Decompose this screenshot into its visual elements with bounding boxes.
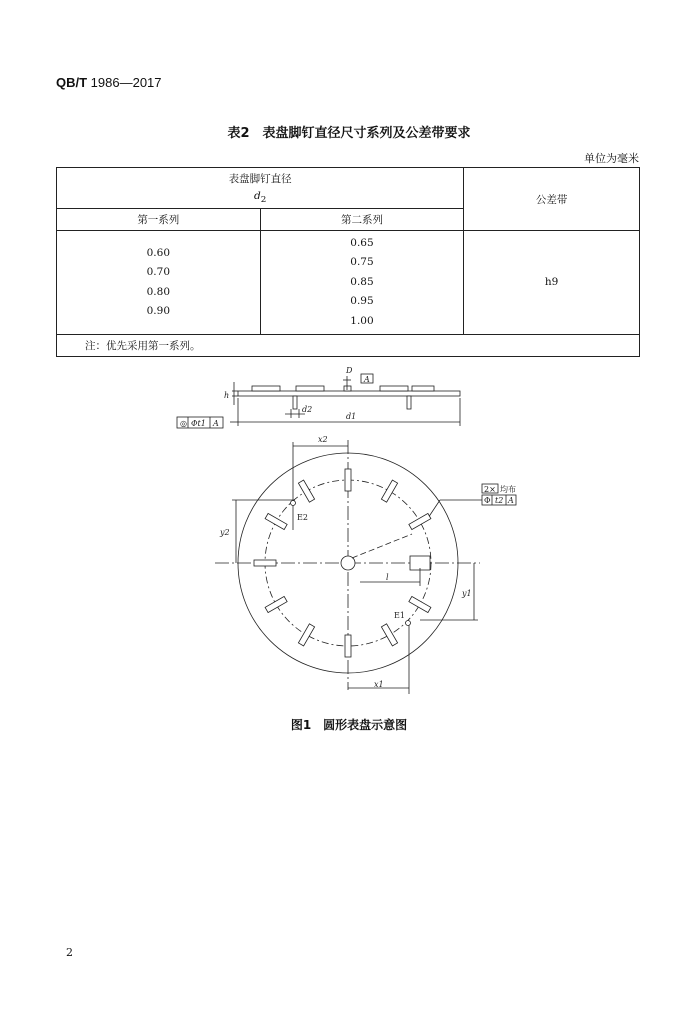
- position-symbol: Φ: [484, 496, 491, 505]
- label-l: l: [386, 573, 389, 582]
- front-view: [215, 440, 516, 694]
- label-x2: x2: [318, 435, 328, 444]
- hour-marker: [345, 469, 351, 491]
- label-d-top: D: [346, 366, 353, 375]
- dial-drawing: [0, 360, 698, 710]
- side-view: [177, 374, 460, 428]
- position-tol: t2: [495, 496, 504, 505]
- label-d1: d1: [346, 412, 357, 421]
- label-e1: E1: [394, 611, 405, 620]
- table-note: 注：优先采用第一系列。: [57, 335, 640, 357]
- standard-code: QB/T 1986—2017: [56, 75, 162, 90]
- label-y1: y1: [462, 589, 472, 598]
- page-number: 2: [66, 946, 73, 959]
- header-diameter: 表盘脚钉直径 $d_2$: [57, 168, 464, 209]
- label-x1: x1: [374, 680, 384, 689]
- header-series1: 第一系列: [57, 209, 261, 231]
- tolerance-value: h9: [464, 231, 640, 335]
- table-title: 表2 表盘脚钉直径尺寸系列及公差带要求: [227, 126, 471, 141]
- series1-values: 0.60 0.70 0.80 0.90: [57, 231, 261, 335]
- pin-count: 2×: [484, 485, 496, 494]
- spec-table: [56, 167, 640, 357]
- concentricity-tol: Φt1: [191, 419, 206, 428]
- series2-values: 0.65 0.75 0.85 0.95 1.00: [260, 231, 464, 335]
- label-d2: d2: [302, 405, 313, 414]
- label-y2: y2: [220, 528, 230, 537]
- label-h: h: [224, 391, 230, 400]
- label-datum-a: A: [364, 375, 370, 384]
- hour-marker: [345, 635, 351, 657]
- position-datum: A: [508, 496, 514, 505]
- header-tolerance: 公差带: [464, 168, 640, 231]
- concentricity-datum: A: [213, 419, 219, 428]
- hour-marker: [254, 560, 276, 566]
- label-e2: E2: [297, 513, 308, 522]
- header-series2: 第二系列: [260, 209, 464, 231]
- concentricity-symbol: ◎: [180, 419, 187, 428]
- unit-note: 单位为毫米: [584, 152, 639, 165]
- pin-distribution-note: 均布: [500, 485, 516, 494]
- figure-caption: 图1 圆形表盘示意图: [290, 718, 408, 732]
